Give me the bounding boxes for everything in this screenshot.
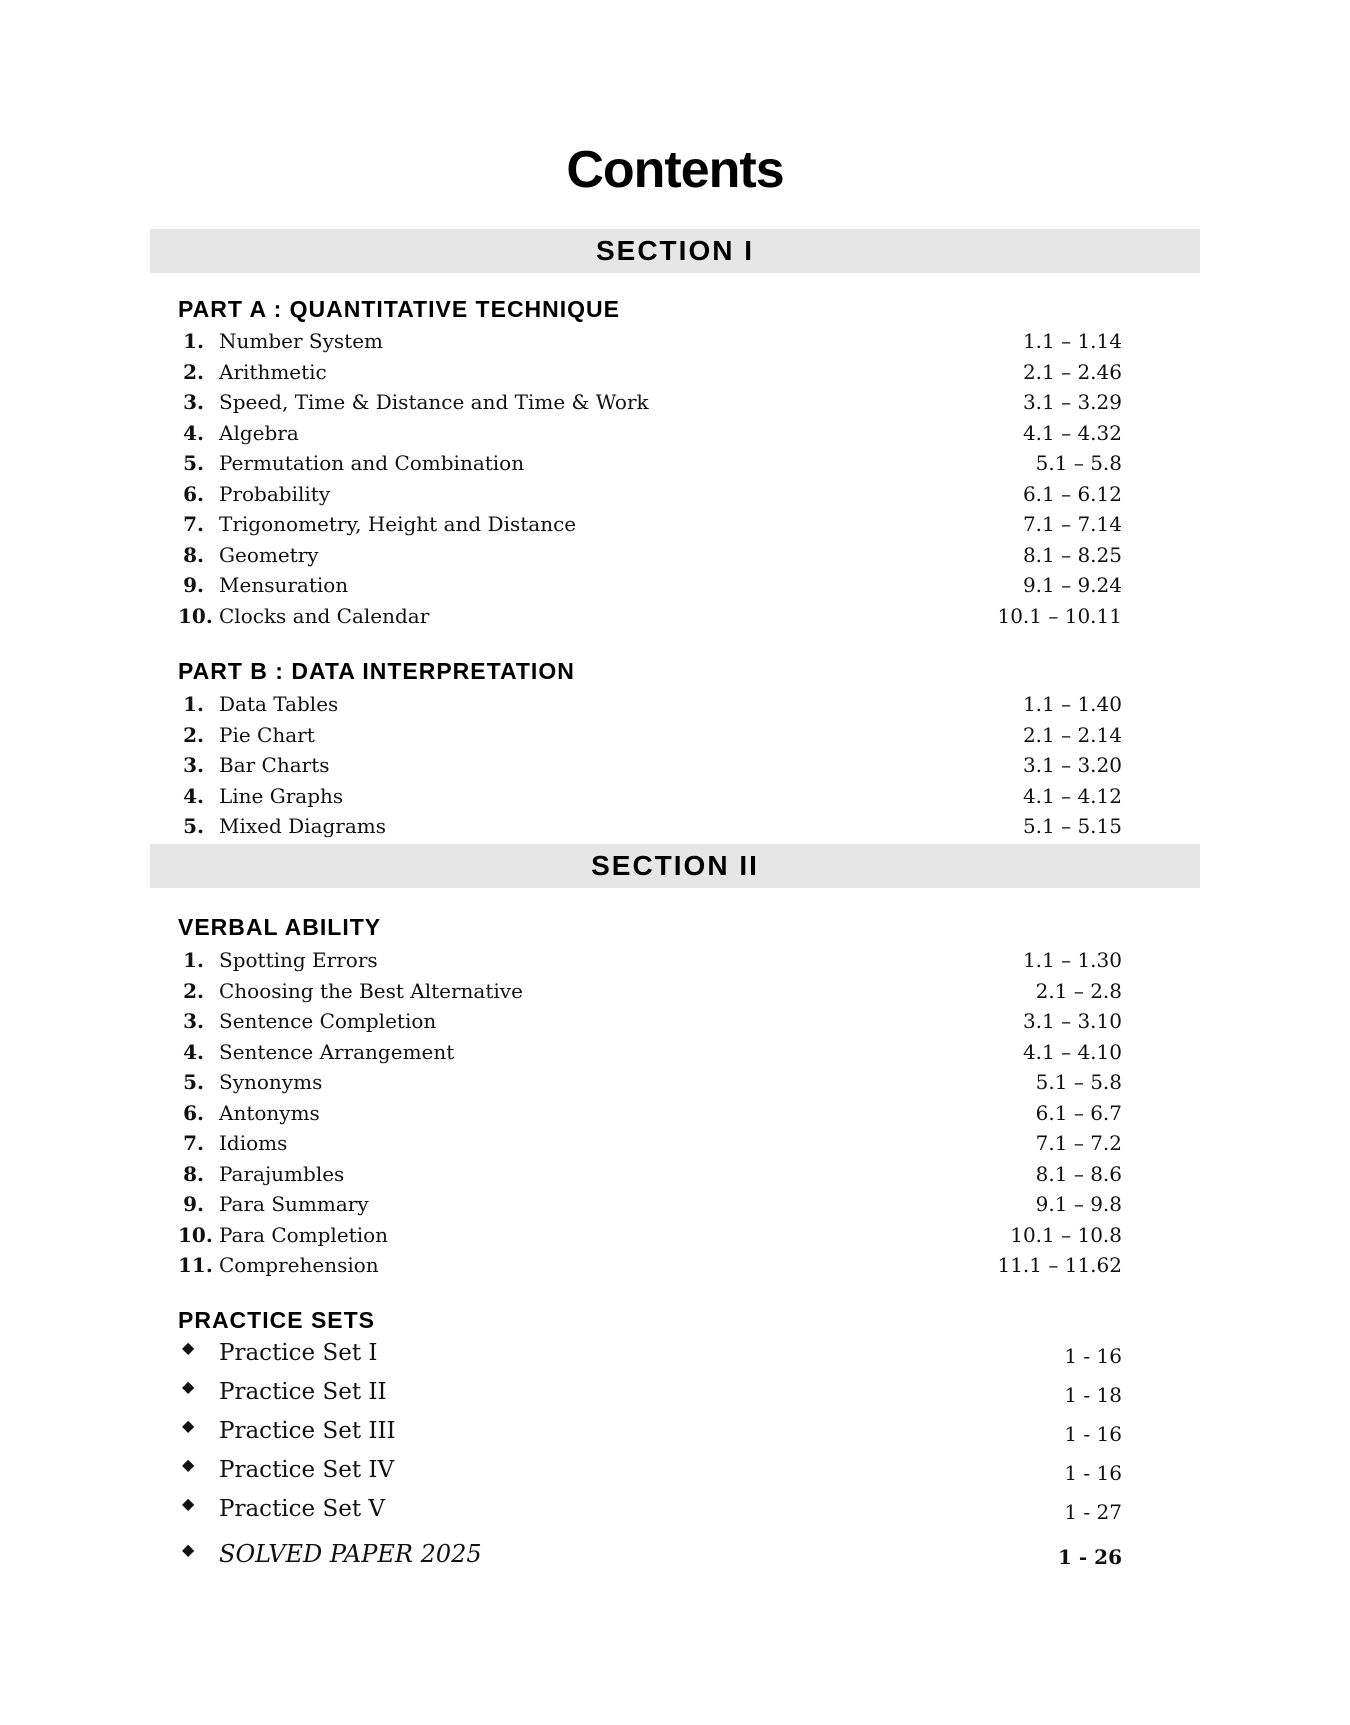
practice-set-pages: 1 - 18 xyxy=(1064,1383,1122,1407)
verbal-ability-list xyxy=(178,945,1122,1281)
item-pages: 4.1 – 4.12 xyxy=(1022,783,1122,808)
item-number: 5. xyxy=(183,451,204,475)
item-pages: 4.1 – 4.32 xyxy=(1022,420,1122,445)
practice-set-row[interactable] xyxy=(178,1377,1122,1416)
item-number: 7. xyxy=(183,512,204,536)
item-pages: 9.1 – 9.8 xyxy=(1035,1192,1122,1216)
item-number: 9. xyxy=(183,1192,204,1216)
practice-set-pages: 1 - 16 xyxy=(1064,1461,1122,1485)
item-number: 7. xyxy=(183,1131,204,1155)
toc-row[interactable] xyxy=(178,1037,1122,1068)
item-pages: 7.1 – 7.14 xyxy=(1022,512,1122,536)
item-title: Parajumbles xyxy=(219,1161,345,1186)
part-a-heading: PART A : QUANTITATIVE TECHNIQUE xyxy=(178,296,621,322)
toc-row[interactable] xyxy=(178,720,1122,751)
item-pages: 5.1 – 5.15 xyxy=(1022,814,1122,838)
item-pages: 10.1 – 10.8 xyxy=(1010,1222,1122,1247)
practice-set-row[interactable] xyxy=(178,1338,1122,1377)
item-number: 1. xyxy=(183,948,204,972)
practice-set-row[interactable] xyxy=(178,1494,1122,1533)
item-pages: 3.1 – 3.10 xyxy=(1022,1009,1122,1033)
toc-row[interactable] xyxy=(178,945,1122,976)
item-title: Comprehension xyxy=(219,1253,379,1277)
item-pages: 11.1 – 11.62 xyxy=(997,1253,1122,1277)
solved-paper-row[interactable] xyxy=(178,1540,1122,1580)
item-title: Arithmetic xyxy=(219,359,327,384)
item-number: 5. xyxy=(183,814,204,838)
practice-set-pages: 1 - 27 xyxy=(1064,1500,1122,1524)
item-pages: 6.1 – 6.7 xyxy=(1035,1100,1122,1125)
practice-sets-list xyxy=(178,1338,1122,1533)
item-title: Mixed Diagrams xyxy=(219,814,387,838)
section-2-heading: SECTION II xyxy=(150,844,1200,888)
toc-row[interactable] xyxy=(178,357,1122,388)
toc-row[interactable] xyxy=(178,1067,1122,1098)
item-title: Speed, Time & Distance and Time & Work xyxy=(219,390,649,414)
item-title: Geometry xyxy=(219,542,319,567)
item-title: Sentence Completion xyxy=(219,1009,437,1033)
practice-set-pages: 1 - 16 xyxy=(1064,1422,1122,1446)
toc-row[interactable] xyxy=(178,387,1122,418)
item-title: Trigonometry, Height and Distance xyxy=(219,512,577,536)
toc-row[interactable] xyxy=(178,781,1122,812)
item-number: 3. xyxy=(183,1009,204,1033)
diamond-bullet-icon: ◆ xyxy=(182,1377,195,1396)
part-b-list xyxy=(178,689,1122,842)
solved-paper-pages: 1 - 26 xyxy=(1058,1545,1122,1569)
diamond-bullet-icon: ◆ xyxy=(182,1494,195,1513)
item-pages: 3.1 – 3.29 xyxy=(1022,390,1122,414)
practice-set-title: Practice Set V xyxy=(219,1496,385,1522)
item-pages: 4.1 – 4.10 xyxy=(1022,1039,1122,1064)
item-number: 2. xyxy=(183,978,204,1003)
item-pages: 1.1 – 1.14 xyxy=(1022,329,1122,353)
part-b-heading: PART B : DATA INTERPRETATION xyxy=(178,658,575,684)
item-number: 6. xyxy=(183,1100,204,1125)
item-title: Number System xyxy=(219,329,384,353)
toc-row[interactable] xyxy=(178,1098,1122,1129)
diamond-bullet-icon: ◆ xyxy=(182,1540,195,1559)
practice-set-title: Practice Set II xyxy=(219,1379,387,1405)
item-pages: 3.1 – 3.20 xyxy=(1022,753,1122,777)
item-title: Idioms xyxy=(219,1131,288,1155)
item-pages: 1.1 – 1.40 xyxy=(1022,692,1122,716)
item-pages: 5.1 – 5.8 xyxy=(1035,1070,1122,1094)
item-number: 2. xyxy=(183,722,204,747)
practice-set-row[interactable] xyxy=(178,1455,1122,1494)
item-number: 10. xyxy=(178,1222,213,1247)
practice-set-title: Practice Set III xyxy=(219,1418,396,1444)
item-pages: 8.1 – 8.6 xyxy=(1035,1161,1122,1186)
practice-set-row[interactable] xyxy=(178,1416,1122,1455)
toc-row[interactable] xyxy=(178,1159,1122,1190)
toc-row[interactable] xyxy=(178,326,1122,357)
toc-row[interactable] xyxy=(178,601,1122,632)
diamond-bullet-icon: ◆ xyxy=(182,1455,195,1474)
item-title: Synonyms xyxy=(219,1070,323,1094)
toc-row[interactable] xyxy=(178,750,1122,781)
toc-row[interactable] xyxy=(178,1220,1122,1251)
item-pages: 5.1 – 5.8 xyxy=(1035,451,1122,475)
diamond-bullet-icon: ◆ xyxy=(182,1338,195,1357)
toc-row[interactable] xyxy=(178,976,1122,1007)
item-title: Clocks and Calendar xyxy=(219,603,430,628)
item-number: 3. xyxy=(183,753,204,777)
practice-set-title: Practice Set IV xyxy=(219,1457,395,1483)
toc-row[interactable] xyxy=(178,1189,1122,1220)
item-title: Permutation and Combination xyxy=(219,451,525,475)
item-number: 4. xyxy=(183,1039,204,1064)
item-title: Probability xyxy=(219,481,331,506)
toc-row[interactable] xyxy=(178,1250,1122,1281)
item-title: Data Tables xyxy=(219,692,339,716)
item-title: Line Graphs xyxy=(219,783,344,808)
verbal-ability-heading: VERBAL ABILITY xyxy=(178,914,382,940)
item-title: Para Completion xyxy=(219,1222,389,1247)
section-1-heading: SECTION I xyxy=(150,229,1200,273)
item-title: Sentence Arrangement xyxy=(219,1039,455,1064)
item-number: 1. xyxy=(183,329,204,353)
item-number: 10. xyxy=(178,603,213,628)
item-pages: 8.1 – 8.25 xyxy=(1022,542,1122,567)
item-title: Bar Charts xyxy=(219,753,330,777)
item-title: Spotting Errors xyxy=(219,948,378,972)
item-number: 3. xyxy=(183,390,204,414)
item-pages: 9.1 – 9.24 xyxy=(1022,573,1122,597)
toc-row[interactable] xyxy=(178,448,1122,479)
item-number: 8. xyxy=(183,1161,204,1186)
toc-row[interactable] xyxy=(178,1128,1122,1159)
item-title: Antonyms xyxy=(219,1100,320,1125)
item-number: 2. xyxy=(183,359,204,384)
item-title: Para Summary xyxy=(219,1192,369,1216)
toc-row[interactable] xyxy=(178,509,1122,540)
practice-sets-heading: PRACTICE SETS xyxy=(178,1307,376,1333)
item-pages: 10.1 – 10.11 xyxy=(997,603,1122,628)
item-title: Mensuration xyxy=(219,573,349,597)
item-pages: 2.1 – 2.14 xyxy=(1022,722,1122,747)
item-title: Choosing the Best Alternative xyxy=(219,978,523,1003)
toc-row[interactable] xyxy=(178,811,1122,842)
item-number: 4. xyxy=(183,783,204,808)
item-pages: 2.1 – 2.46 xyxy=(1022,359,1122,384)
item-pages: 2.1 – 2.8 xyxy=(1035,978,1122,1003)
item-number: 6. xyxy=(183,481,204,506)
item-number: 4. xyxy=(183,420,204,445)
item-pages: 7.1 – 7.2 xyxy=(1035,1131,1122,1155)
toc-row[interactable] xyxy=(178,570,1122,601)
toc-row[interactable] xyxy=(178,1006,1122,1037)
item-title: Algebra xyxy=(219,420,299,445)
diamond-bullet-icon: ◆ xyxy=(182,1416,195,1435)
practice-set-title: Practice Set I xyxy=(219,1340,378,1366)
toc-row[interactable] xyxy=(178,540,1122,571)
item-pages: 1.1 – 1.30 xyxy=(1022,948,1122,972)
page-title: Contents xyxy=(566,141,784,199)
practice-set-pages: 1 - 16 xyxy=(1064,1344,1122,1368)
part-a-list xyxy=(178,326,1122,631)
toc-row[interactable] xyxy=(178,689,1122,720)
item-number: 1. xyxy=(183,692,204,716)
item-number: 11. xyxy=(178,1253,213,1277)
item-number: 8. xyxy=(183,542,204,567)
toc-row[interactable] xyxy=(178,479,1122,510)
solved-paper-title: SOLVED PAPER 2025 xyxy=(219,1540,482,1568)
item-number: 5. xyxy=(183,1070,204,1094)
item-pages: 6.1 – 6.12 xyxy=(1022,481,1122,506)
item-title: Pie Chart xyxy=(219,722,315,747)
item-number: 9. xyxy=(183,573,204,597)
toc-row[interactable] xyxy=(178,418,1122,449)
